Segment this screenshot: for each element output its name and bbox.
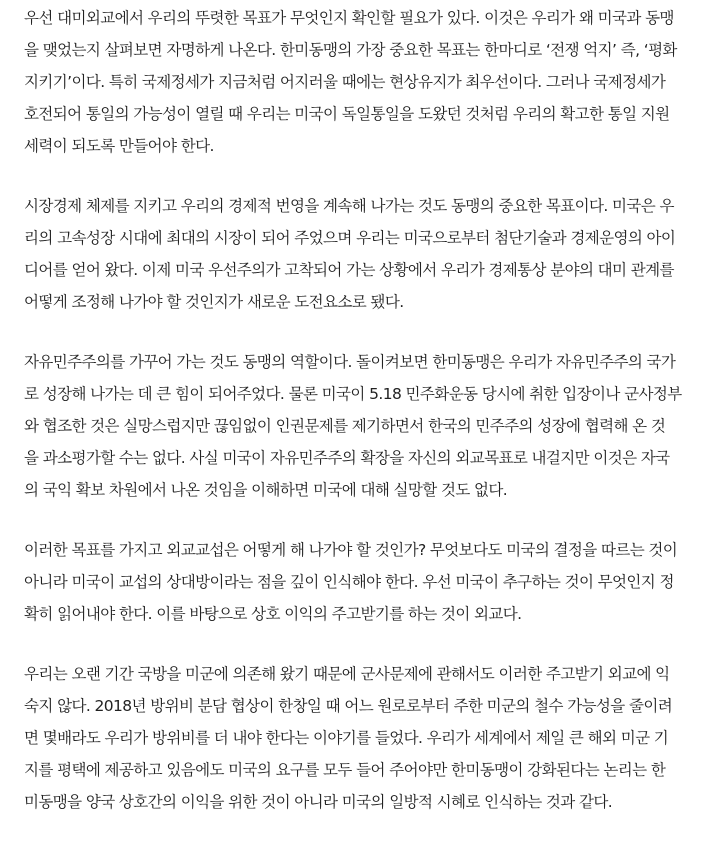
- text-line: 지를 평택에 제공하고 있음에도 미국의 요구를 모두 들어 주어야만 한미동맹이 강화된다는 논리는 한: [24, 761, 666, 779]
- text-line: 어떻게 조정해 나가야 할 것인지가 새로운 도전요소로 됐다.: [24, 293, 404, 311]
- text-line: 우리는 오랜 기간 국방을 미군에 의존해 왔기 때문에 군사문제에 관해서도 이러한 주고받기 외교에 익: [24, 665, 670, 683]
- text-line: 의 국익 확보 차원에서 나온 것임을 이해하면 미국에 대해 실망할 것도 없다.: [24, 481, 508, 499]
- text-line: 우선 대미외교에서 우리의 뚜렷한 목표가 무엇인지 확인할 필요가 있다. 이것은 우리가 왜 미국과 동맹: [24, 9, 674, 27]
- text-line: 면 몇배라도 우리가 방위비를 더 내야 한다는 이야기를 들었다. 우리가 세계에서 제일 큰 해외 미군 기: [24, 729, 669, 747]
- paragraph: [24, 190, 720, 318]
- paragraph: [24, 658, 720, 818]
- text-line: 로 성장해 나가는 데 큰 힘이 되어주었다. 물론 미국이 5.18 민주화운동 당시에 취한 입장이나 군사정부: [24, 385, 682, 403]
- text-line: 리의 고속성장 시대에 최대의 시장이 되어 주었으며 우리는 미국으로부터 첨단기술과 경제운영의 아이: [24, 229, 676, 247]
- text-line: 와 협조한 것은 실망스럽지만 끊임없이 인권문제를 제기하면서 한국의 민주주의 성장에 협력해 온 것: [24, 417, 666, 435]
- text-line: 세력이 되도록 만들어야 한다.: [24, 137, 214, 155]
- paragraph: [24, 2, 720, 162]
- text-line: 호전되어 통일의 가능성이 열릴 때 우리는 미국이 독일통일을 도왔던 것처럼 우리의 확고한 통일 지원: [24, 105, 670, 123]
- text-line: 확히 읽어내야 한다. 이를 바탕으로 상호 이익의 주고받기를 하는 것이 외교다.: [24, 605, 522, 623]
- text-line: 이러한 목표를 가지고 외교교섭은 어떻게 해 나가야 할 것인가? 무엇보다도 미국의 결정을 따르는 것이: [24, 541, 678, 559]
- paragraph: [24, 346, 720, 506]
- text-line: 시장경제 체제를 지키고 우리의 경제적 번영을 계속해 나가는 것도 동맹의 중요한 목표이다. 미국은 우: [24, 197, 674, 215]
- text-line: 디어를 얻어 왔다. 이제 미국 우선주의가 고착되어 가는 상황에서 우리가 경제통상 분야의 대미 관계를: [24, 261, 674, 279]
- text-line: 을 맺었는지 살펴보면 자명하게 나온다. 한미동맹의 가장 중요한 목표는 한마디로 ‘전쟁 억지’ 즉, ‘평화: [24, 41, 677, 59]
- text-line: 아니라 미국이 교섭의 상대방이라는 점을 깊이 인식해야 한다. 우선 미국이 추구하는 것이 무엇인지 정: [24, 573, 674, 591]
- text-line: 을 과소평가할 수는 없다. 사실 미국이 자유민주주의 확장을 자신의 외교목표로 내걸지만 이것은 자국: [24, 449, 670, 467]
- text-line: 자유민주주의를 가꾸어 가는 것도 동맹의 역할이다. 돌이켜보면 한미동맹은 우리가 자유민주주의 국가: [24, 353, 676, 371]
- text-line: 숙지 않다. 2018년 방위비 분담 협상이 한창일 때 어느 원로로부터 주한 미군의 철수 가능성을 줄이려: [24, 697, 673, 715]
- text-line: 지키기’이다. 특히 국제정세가 지금처럼 어지러울 때에는 현상유지가 최우선이다. 그러나 국제정세가: [24, 73, 666, 91]
- text-line: 미동맹을 양국 상호간의 이익을 위한 것이 아니라 미국의 일방적 시혜로 인식하는 것과 같다.: [24, 793, 613, 811]
- paragraph: [24, 534, 720, 630]
